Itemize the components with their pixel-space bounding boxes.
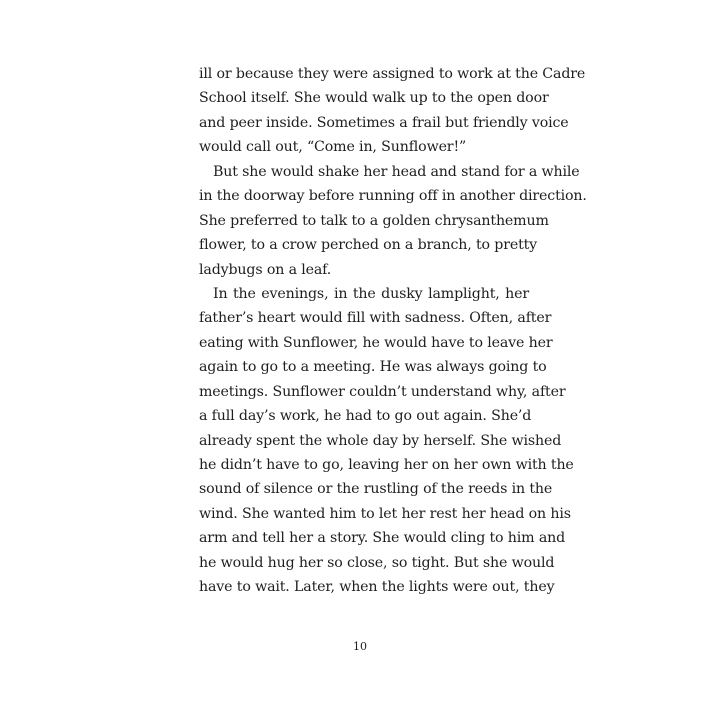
page-number: 10 <box>353 640 367 653</box>
text-line: ill or because they were assigned to work at the Cadre <box>199 66 586 82</box>
text-line: he didn’t have to go, leaving her on her own with the <box>199 457 574 473</box>
body-text <box>199 62 587 600</box>
text-line: father’s heart would fill with sadness. Often, after <box>199 310 552 327</box>
paragraph-first-line: In the evenings, in the dusky lamplight, her <box>213 285 529 302</box>
text-line: She preferred to talk to a golden chrysanthemum <box>199 212 549 229</box>
text-line: already spent the whole day by herself. She wished <box>199 432 562 449</box>
text-line: in the doorway before running off in another direction. <box>199 188 587 205</box>
text-line: a full day’s work, he had to go out again. She’d <box>199 408 532 425</box>
text-line: School itself. She would walk up to the open door <box>199 90 549 107</box>
text-line: have to wait. Later, when the lights were out, they <box>199 579 555 596</box>
text-line: he would hug her so close, so tight. But she would <box>199 554 555 571</box>
text-line: arm and tell her a story. She would cling to him and <box>199 530 566 547</box>
text-line: eating with Sunflower, he would have to leave her <box>199 334 553 351</box>
text-line: meetings. Sunflower couldn’t understand why, after <box>199 383 566 400</box>
text-line: flower, to a crow perched on a branch, to pretty <box>199 237 538 254</box>
text-line: would call out, “Come in, Sunflower!” <box>199 139 467 156</box>
text-line: and peer inside. Sometimes a frail but friendly voice <box>199 114 569 131</box>
text-line: again to go to a meeting. He was always going to <box>199 359 547 376</box>
text-line: sound of silence or the rustling of the reeds in the <box>199 481 553 498</box>
text-line: wind. She wanted him to let her rest her head on his <box>199 505 571 522</box>
text-line: ladybugs on a leaf. <box>199 261 332 278</box>
paragraph-first-line: But she would shake her head and stand for a while <box>213 163 580 180</box>
